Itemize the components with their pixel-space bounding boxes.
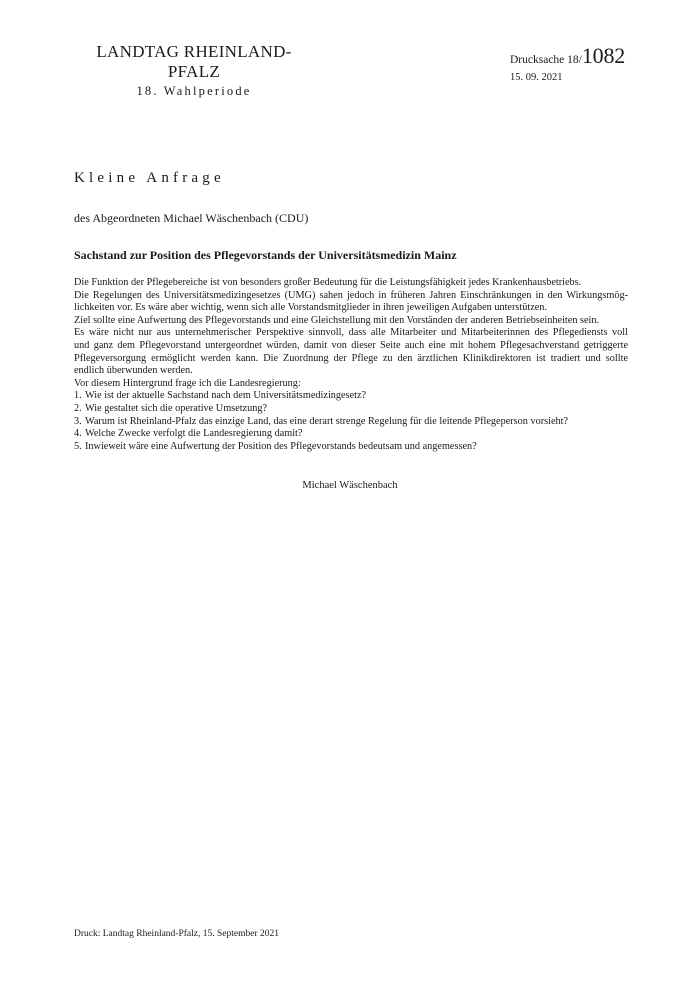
body-line: und ganz dem Pflegevorstand untergeordnet würden, damit von dieser Seite auch eine mit hohem Pflegesachverstand getriggerte [74,339,628,351]
question-item [74,428,628,441]
document-type-title: Kleine Anfrage [74,170,225,186]
question-text: Wie gestaltet sich die operative Umsetzung? [85,402,268,414]
question-item [74,390,628,403]
term-label: 18. Wahlperiode [136,84,252,98]
subject-heading: Sachstand zur Position des Pflegevorstands der Universitätsmedizin Mainz [74,248,457,262]
question-number: 3. [74,415,82,427]
signature: Michael Wäschenbach [302,480,398,491]
question-item [74,416,628,429]
question-text: Inwieweit wäre eine Aufwertung der Position des Pflegevorstands bedeutsam und angemessen? [85,440,477,452]
question-number: 1. [74,390,82,402]
author-line: des Abgeordneten Michael Wäschenbach (CDU) [74,211,309,225]
question-list [74,390,628,453]
question-text: Welche Zwecke verfolgt die Landesregierung damit? [85,428,303,440]
parliament-name: LANDTAG RHEINLAND-PFALZ [96,42,292,81]
drucksache-line [510,43,660,70]
drucksache-label: Drucksache 18/ [510,54,582,66]
body-line: Ziel sollte eine Aufwertung des Pflegevorstands und eine Gleichstellung mit den Vorständen der anderen Betriebseinheiten sein. [74,314,600,326]
body-line: Die Regelungen des Universitätsmedizingesetzes (UMG) sahen jedoch in früheren Jahren Einschränkungen in den Wirkungsmög- [74,289,628,301]
document-date: 15. 09. 2021 [510,72,563,83]
document-body [74,277,628,453]
letterhead [74,42,314,99]
question-number: 5. [74,440,82,452]
question-number: 2. [74,402,82,414]
body-line: Es wäre nicht nur aus unternehmerischer Perspektive sinnvoll, dass alle Mitarbeiter und Mitarbeiterinnen des Pflegediensts voll [74,327,628,339]
body-line: Pflegeversorgung ermöglicht werden kann. Die Zuordnung der Pflege zu den ärztlichen Klinikdirektoren ist tradiert und sollte [74,352,628,364]
question-item [74,441,628,454]
print-footer: Druck: Landtag Rheinland-Pfalz, 15. September 2021 [74,929,279,939]
body-line: lichkeiten vor. Es wäre aber wichtig, wenn sich alle Vorstandsmitglieder in ihren jeweiligen Aufgaben unterstützen. [74,302,547,314]
document-reference [510,43,660,84]
question-item [74,403,628,416]
drucksache-number: 1082 [581,43,626,68]
question-intro: Vor diesem Hintergrund frage ich die Landesregierung: [74,377,301,389]
body-line: Die Funktion der Pflegebereiche ist von besonders großer Bedeutung für die Leistungsfähigkeit jedes Krankenhausbetriebs. [74,277,582,288]
question-text: Warum ist Rheinland-Pfalz das einzige Land, das eine derart strenge Regelung für die leitende Pflegeperson vorsieht? [85,415,569,427]
question-number: 4. [74,428,82,440]
question-text: Wie ist der aktuelle Sachstand nach dem Universitätsmedizingesetz? [85,390,367,402]
body-line: endlich überwunden werden. [74,365,193,377]
